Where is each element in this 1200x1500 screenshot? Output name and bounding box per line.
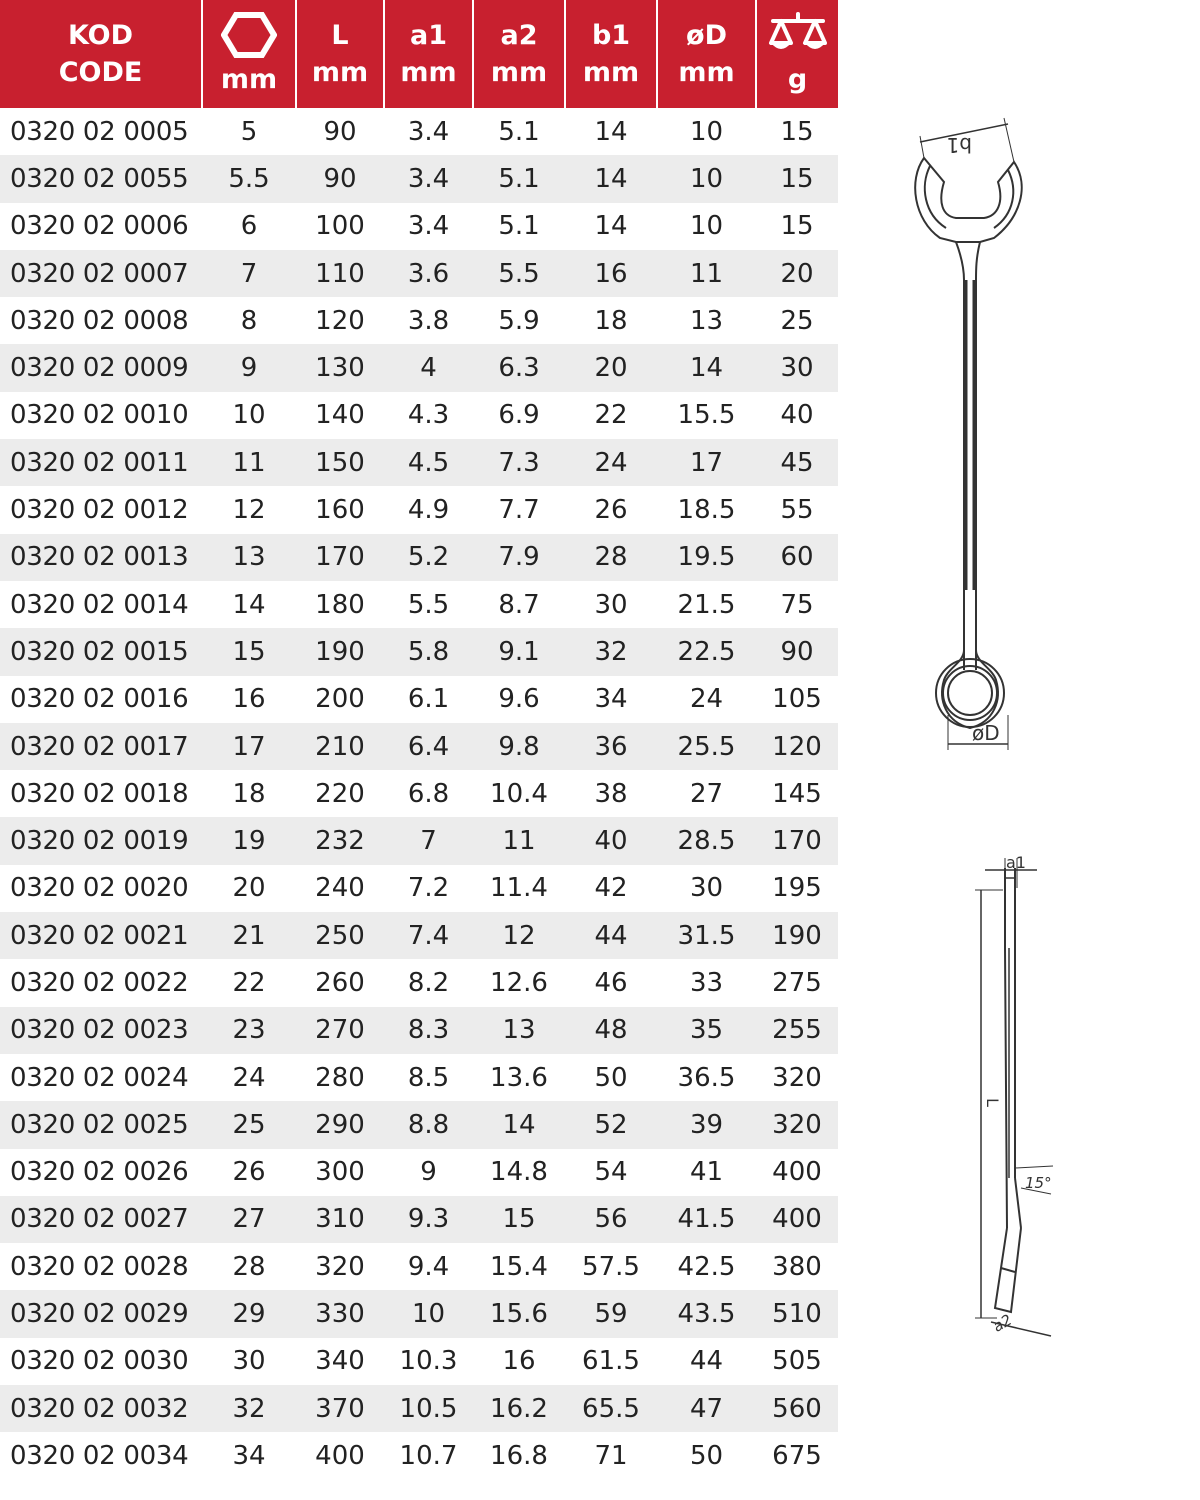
cell-a1: 8.8 — [384, 1101, 473, 1148]
cell-b1: 16 — [565, 250, 657, 297]
cell-b1: 71 — [594, 1440, 628, 1471]
cell-length: 330 — [296, 1290, 384, 1337]
table-row — [0, 676, 838, 723]
cell-a2: 12 — [473, 912, 565, 959]
cell-b1: 54 — [594, 1157, 628, 1188]
cell-size: 24 — [232, 1062, 266, 1093]
cell-a1: 4 — [384, 344, 473, 391]
angle-label: 15° — [1025, 1174, 1052, 1192]
cell-code: 0320 02 0030 — [10, 1346, 189, 1377]
cell-a1: 4.9 — [407, 495, 450, 526]
header-label-1: b1 — [591, 20, 631, 51]
table-row — [0, 817, 838, 864]
cell-diameter: 10 — [689, 116, 724, 147]
hexagon-icon — [203, 11, 295, 59]
cell-length: 340 — [315, 1346, 365, 1377]
cell-b1: 57.5 — [582, 1251, 640, 1282]
cell-code: 0320 02 0021 — [0, 912, 202, 959]
header-label-1: a2 — [500, 20, 538, 51]
cell-a1: 7 — [384, 817, 473, 864]
cell-diameter: 36.5 — [677, 1062, 736, 1093]
cell-weight: 190 — [756, 912, 838, 959]
cell-b1: 44 — [565, 912, 657, 959]
header-weight — [756, 0, 838, 108]
wrench-side-drawing — [955, 848, 1065, 1348]
table-row — [0, 1338, 838, 1385]
cell-b1: 61.5 — [582, 1346, 640, 1377]
cell-length: 280 — [315, 1062, 365, 1093]
cell-length: 180 — [315, 589, 365, 620]
cell-diameter: 44 — [689, 1346, 724, 1377]
cell-weight: 320 — [772, 1062, 822, 1093]
cell-diameter: 47 — [657, 1385, 756, 1432]
cell-a2: 6.9 — [498, 400, 540, 431]
cell-a2: 5.1 — [498, 211, 540, 242]
table-row — [0, 344, 838, 391]
cell-length: 90 — [323, 116, 357, 147]
cell-a1: 5.8 — [384, 628, 473, 675]
header-label-2: mm — [678, 57, 735, 88]
cell-length: 320 — [315, 1251, 365, 1282]
header-label-1: a1 — [409, 20, 447, 51]
cell-diameter: 25.5 — [657, 723, 756, 770]
cell-diameter: 50 — [689, 1440, 724, 1471]
table-row — [0, 1149, 838, 1196]
cell-weight: 25 — [780, 305, 814, 336]
cell-b1: 42 — [594, 873, 628, 904]
cell-a1: 10.7 — [399, 1440, 458, 1471]
cell-a2: 8.7 — [498, 589, 540, 620]
table-row — [0, 912, 838, 959]
table-row — [0, 297, 838, 344]
cell-a1: 3.4 — [384, 155, 473, 202]
cell-diameter: 22.5 — [657, 628, 756, 675]
cell-size: 8 — [240, 305, 258, 336]
cell-size: 6 — [240, 211, 258, 242]
header-unit: g — [787, 63, 808, 95]
cell-weight: 400 — [756, 1196, 838, 1243]
cell-code: 0320 02 0014 — [10, 589, 189, 620]
cell-diameter: 21.5 — [677, 589, 736, 620]
header-a2 — [473, 0, 565, 108]
cell-a2: 7.7 — [498, 495, 540, 526]
cell-b1: 24 — [565, 439, 657, 486]
header-unit: mm — [220, 63, 278, 95]
cell-size: 21 — [202, 912, 296, 959]
cell-code: 0320 02 0022 — [10, 967, 189, 998]
table-row — [0, 439, 838, 486]
cell-b1: 36 — [565, 723, 657, 770]
cell-weight: 20 — [756, 250, 838, 297]
cell-weight: 170 — [756, 817, 838, 864]
cell-b1: 14 — [594, 116, 628, 147]
cell-size: 27 — [202, 1196, 296, 1243]
cell-diameter: 10 — [657, 155, 756, 202]
cell-size: 32 — [202, 1385, 296, 1432]
cell-length: 250 — [296, 912, 384, 959]
table-row — [0, 155, 838, 202]
cell-diameter: 19.5 — [657, 534, 756, 581]
cell-code: 0320 02 0032 — [0, 1385, 202, 1432]
a2-label: a2 — [989, 1310, 1016, 1336]
cell-a2: 5.9 — [498, 305, 540, 336]
cell-length: 310 — [296, 1196, 384, 1243]
cell-size: 14 — [232, 589, 266, 620]
cell-weight: 380 — [772, 1251, 822, 1282]
cell-code: 0320 02 0006 — [10, 211, 189, 242]
header-size — [202, 0, 296, 108]
cell-a2: 16.8 — [490, 1440, 548, 1471]
cell-weight: 60 — [756, 534, 838, 581]
cell-a2: 12.6 — [490, 967, 548, 998]
cell-b1: 28 — [565, 534, 657, 581]
cell-length: 232 — [296, 817, 384, 864]
cell-code: 0320 02 0019 — [0, 817, 202, 864]
cell-code: 0320 02 0025 — [0, 1101, 202, 1148]
cell-code: 0320 02 0012 — [10, 495, 189, 526]
table-row — [0, 1290, 838, 1337]
cell-a1: 9.4 — [407, 1251, 450, 1282]
header-b1 — [565, 0, 657, 108]
cell-weight: 255 — [756, 1007, 838, 1054]
table-row — [0, 959, 838, 1006]
cell-b1: 40 — [565, 817, 657, 864]
cell-code: 0320 02 0017 — [0, 723, 202, 770]
table-body — [0, 108, 838, 1480]
table-row — [0, 392, 838, 439]
cell-size: 29 — [202, 1290, 296, 1337]
cell-a2: 16.2 — [473, 1385, 565, 1432]
cell-length: 100 — [315, 211, 365, 242]
cell-a2: 16 — [502, 1346, 536, 1377]
cell-diameter: 10 — [689, 211, 724, 242]
cell-b1: 32 — [565, 628, 657, 675]
cell-code: 0320 02 0034 — [10, 1440, 189, 1471]
cell-a1: 6.8 — [407, 778, 450, 809]
cell-length: 190 — [296, 628, 384, 675]
cell-size: 19 — [202, 817, 296, 864]
cell-a1: 3.4 — [407, 211, 450, 242]
cell-weight: 45 — [756, 439, 838, 486]
cell-length: 240 — [315, 873, 365, 904]
cell-diameter: 27 — [689, 778, 724, 809]
cell-weight: 30 — [756, 344, 838, 391]
cell-a2: 7.3 — [473, 439, 565, 486]
cell-a1: 9.3 — [384, 1196, 473, 1243]
cell-a2: 9.1 — [473, 628, 565, 675]
cell-a2: 13.6 — [490, 1062, 548, 1093]
cell-diameter: 33 — [689, 967, 724, 998]
cell-weight: 505 — [772, 1346, 822, 1377]
cell-code: 0320 02 0023 — [0, 1007, 202, 1054]
cell-length: 110 — [296, 250, 384, 297]
cell-a2: 5.1 — [498, 116, 540, 147]
cell-size: 18 — [232, 778, 266, 809]
cell-length: 300 — [315, 1157, 365, 1188]
cell-weight: 145 — [772, 778, 822, 809]
cell-size: 34 — [232, 1440, 266, 1471]
b1-label: b1 — [946, 133, 972, 157]
cell-b1: 50 — [594, 1062, 628, 1093]
header-label-2: mm — [400, 57, 457, 88]
cell-size: 15 — [202, 628, 296, 675]
table-row — [0, 1196, 838, 1243]
cell-b1: 34 — [594, 684, 628, 715]
cell-size: 20 — [232, 873, 266, 904]
table-row — [0, 250, 838, 297]
cell-size: 23 — [202, 1007, 296, 1054]
header-code — [0, 0, 202, 108]
cell-a1: 3.6 — [384, 250, 473, 297]
cell-size: 9 — [202, 344, 296, 391]
table-row — [0, 1385, 838, 1432]
a1-label: a1 — [1006, 853, 1026, 872]
cell-length: 400 — [315, 1440, 365, 1471]
cell-length: 150 — [296, 439, 384, 486]
cell-weight: 15 — [780, 211, 814, 242]
cell-length: 90 — [296, 155, 384, 202]
cell-weight: 15 — [756, 155, 838, 202]
cell-length: 130 — [296, 344, 384, 391]
header-label-2: mm — [311, 57, 369, 88]
cell-diameter: 41.5 — [657, 1196, 756, 1243]
cell-weight: 675 — [772, 1440, 822, 1471]
cell-weight: 105 — [772, 684, 822, 715]
cell-diameter: 24 — [689, 684, 724, 715]
cell-diameter: 30 — [689, 873, 724, 904]
cell-b1: 65.5 — [565, 1385, 657, 1432]
cell-diameter: 17 — [657, 439, 756, 486]
cell-a1: 7.4 — [384, 912, 473, 959]
cell-b1: 56 — [565, 1196, 657, 1243]
scale-icon — [757, 11, 838, 59]
header-length — [296, 0, 384, 108]
cell-code: 0320 02 0055 — [0, 155, 202, 202]
cell-a1: 3.4 — [407, 116, 450, 147]
table-row — [0, 486, 838, 533]
cell-weight: 510 — [756, 1290, 838, 1337]
cell-a2: 9.6 — [498, 684, 540, 715]
header-label-2: mm — [582, 57, 640, 88]
cell-diameter: 41 — [689, 1157, 724, 1188]
header-diameter — [657, 0, 756, 108]
header-row — [0, 0, 838, 108]
cell-size: 12 — [232, 495, 266, 526]
cell-a2: 15 — [473, 1196, 565, 1243]
cell-a1: 5.5 — [407, 589, 450, 620]
cell-weight: 40 — [780, 400, 814, 431]
cell-weight: 320 — [756, 1101, 838, 1148]
cell-code: 0320 02 0010 — [10, 400, 189, 431]
cell-size: 13 — [202, 534, 296, 581]
cell-weight: 75 — [780, 589, 814, 620]
cell-diameter: 28.5 — [657, 817, 756, 864]
cell-diameter: 11 — [657, 250, 756, 297]
cell-length: 160 — [315, 495, 365, 526]
cell-b1: 48 — [565, 1007, 657, 1054]
cell-a2: 15.4 — [490, 1251, 548, 1282]
cell-size: 5 — [240, 116, 258, 147]
cell-size: 5.5 — [202, 155, 296, 202]
cell-length: 290 — [296, 1101, 384, 1148]
table-row — [0, 770, 838, 817]
cell-code: 0320 02 0009 — [0, 344, 202, 391]
cell-size: 25 — [202, 1101, 296, 1148]
header-label-2: mm — [490, 57, 548, 88]
cell-a1: 6.4 — [384, 723, 473, 770]
cell-code: 0320 02 0027 — [0, 1196, 202, 1243]
cell-size: 7 — [202, 250, 296, 297]
cell-a1: 10 — [384, 1290, 473, 1337]
header-a1 — [384, 0, 473, 108]
cell-a1: 6.1 — [407, 684, 450, 715]
table-row — [0, 1432, 838, 1479]
diameter-label: øD — [972, 721, 1000, 745]
cell-length: 270 — [296, 1007, 384, 1054]
cell-size: 11 — [202, 439, 296, 486]
cell-diameter: 42.5 — [677, 1251, 736, 1282]
cell-a1: 4.5 — [384, 439, 473, 486]
cell-weight: 400 — [772, 1157, 822, 1188]
cell-b1: 46 — [594, 967, 628, 998]
cell-a1: 7.2 — [407, 873, 450, 904]
cell-b1: 22 — [594, 400, 628, 431]
cell-code: 0320 02 0008 — [10, 305, 189, 336]
cell-code: 0320 02 0015 — [0, 628, 202, 675]
cell-diameter: 13 — [689, 305, 724, 336]
header-label-1: L — [331, 20, 349, 51]
cell-weight: 275 — [772, 967, 822, 998]
cell-b1: 18 — [594, 305, 628, 336]
cell-a2: 15.6 — [473, 1290, 565, 1337]
cell-a1: 10.5 — [384, 1385, 473, 1432]
cell-size: 26 — [232, 1157, 266, 1188]
cell-weight: 560 — [756, 1385, 838, 1432]
table-row — [0, 1101, 838, 1148]
cell-diameter: 43.5 — [657, 1290, 756, 1337]
cell-diameter: 31.5 — [657, 912, 756, 959]
table-row — [0, 581, 838, 628]
cell-code: 0320 02 0016 — [10, 684, 189, 715]
table-row — [0, 534, 838, 581]
cell-length: 120 — [315, 305, 365, 336]
table-row — [0, 1243, 838, 1290]
cell-length: 200 — [315, 684, 365, 715]
cell-b1: 26 — [594, 495, 628, 526]
cell-a2: 5.1 — [473, 155, 565, 202]
cell-code: 0320 02 0007 — [0, 250, 202, 297]
cell-size: 16 — [232, 684, 266, 715]
cell-a2: 11 — [473, 817, 565, 864]
cell-code: 0320 02 0011 — [0, 439, 202, 486]
cell-a2: 14 — [473, 1101, 565, 1148]
cell-diameter: 14 — [657, 344, 756, 391]
cell-size: 30 — [232, 1346, 266, 1377]
cell-a2: 10.4 — [490, 778, 548, 809]
cell-code: 0320 02 0018 — [10, 778, 189, 809]
cell-b1: 20 — [565, 344, 657, 391]
cell-length: 210 — [296, 723, 384, 770]
length-label: L — [983, 1098, 1002, 1107]
table-row — [0, 108, 838, 155]
cell-length: 140 — [315, 400, 365, 431]
cell-a1: 8.5 — [407, 1062, 450, 1093]
cell-b1: 38 — [594, 778, 628, 809]
cell-weight: 195 — [772, 873, 822, 904]
cell-a2: 5.5 — [473, 250, 565, 297]
cell-code: 0320 02 0005 — [10, 116, 189, 147]
cell-b1: 14 — [594, 211, 628, 242]
cell-weight: 120 — [756, 723, 838, 770]
cell-code: 0320 02 0020 — [10, 873, 189, 904]
cell-length: 260 — [315, 967, 365, 998]
cell-code: 0320 02 0029 — [0, 1290, 202, 1337]
cell-a1: 3.8 — [407, 305, 450, 336]
cell-size: 10 — [232, 400, 266, 431]
cell-a1: 10.3 — [399, 1346, 458, 1377]
header-label-2: CODE — [58, 57, 143, 88]
table-row — [0, 1007, 838, 1054]
cell-a2: 7.9 — [473, 534, 565, 581]
table-row — [0, 1054, 838, 1101]
cell-a1: 9 — [420, 1157, 437, 1188]
cell-length: 220 — [315, 778, 365, 809]
cell-a1: 5.2 — [384, 534, 473, 581]
cell-b1: 30 — [594, 589, 628, 620]
table-row — [0, 865, 838, 912]
cell-a1: 8.2 — [407, 967, 450, 998]
cell-length: 370 — [296, 1385, 384, 1432]
table-row — [0, 628, 838, 675]
cell-weight: 55 — [780, 495, 814, 526]
cell-a2: 6.3 — [473, 344, 565, 391]
table-row — [0, 723, 838, 770]
cell-b1: 52 — [565, 1101, 657, 1148]
cell-a2: 9.8 — [473, 723, 565, 770]
cell-diameter: 15.5 — [677, 400, 736, 431]
cell-a1: 8.3 — [384, 1007, 473, 1054]
cell-a2: 13 — [473, 1007, 565, 1054]
cell-code: 0320 02 0024 — [10, 1062, 189, 1093]
cell-a2: 14.8 — [490, 1157, 548, 1188]
cell-diameter: 35 — [657, 1007, 756, 1054]
cell-code: 0320 02 0026 — [10, 1157, 189, 1188]
cell-size: 17 — [202, 723, 296, 770]
cell-length: 170 — [296, 534, 384, 581]
cell-a2: 11.4 — [490, 873, 548, 904]
cell-weight: 90 — [756, 628, 838, 675]
wrench-front-drawing — [880, 110, 1070, 770]
cell-b1: 59 — [565, 1290, 657, 1337]
cell-a1: 4.3 — [407, 400, 450, 431]
header-label-1: øD — [686, 20, 727, 51]
cell-b1: 14 — [565, 155, 657, 202]
cell-size: 22 — [232, 967, 266, 998]
header-label-1: KOD — [67, 20, 134, 51]
cell-weight: 15 — [780, 116, 814, 147]
cell-diameter: 18.5 — [677, 495, 736, 526]
cell-code: 0320 02 0013 — [0, 534, 202, 581]
cell-code: 0320 02 0028 — [10, 1251, 189, 1282]
cell-diameter: 39 — [657, 1101, 756, 1148]
table-row — [0, 203, 838, 250]
cell-size: 28 — [232, 1251, 266, 1282]
